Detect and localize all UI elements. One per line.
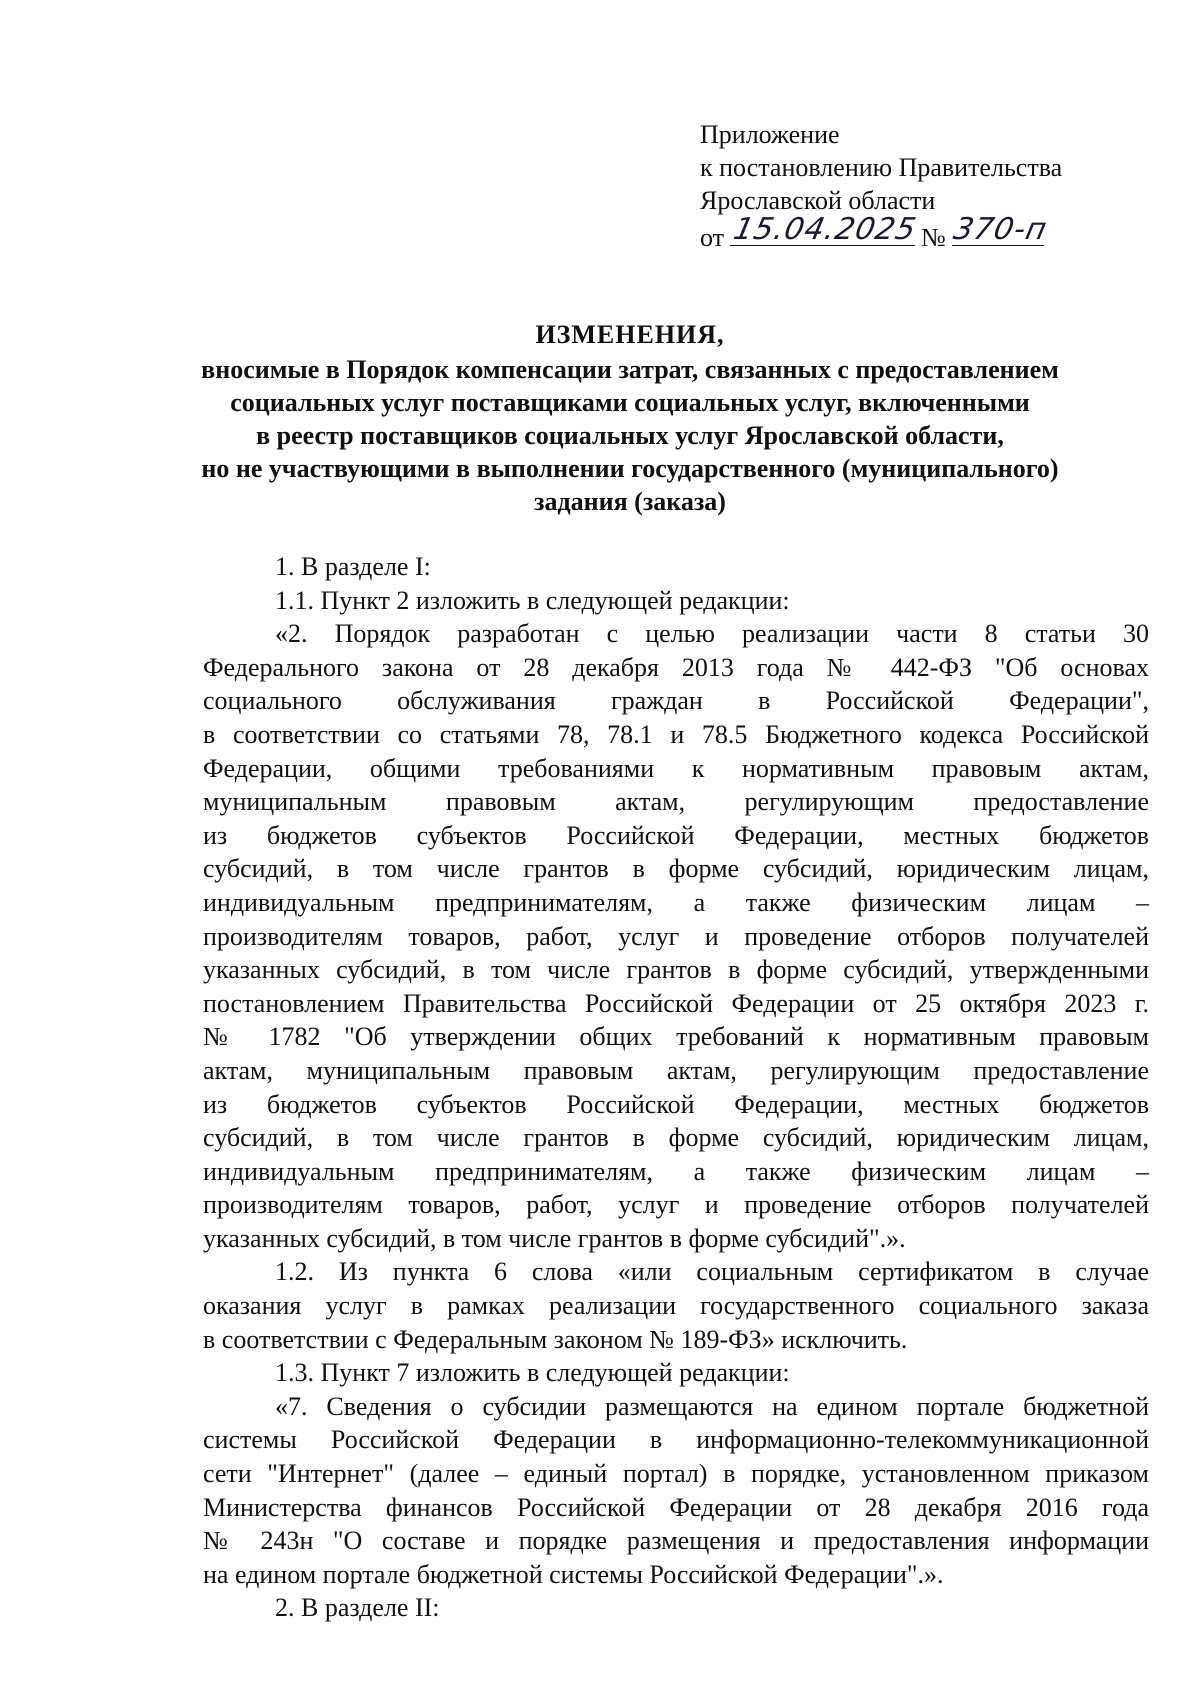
paragraph-line: социального обслуживания граждан в Российской Федерации", xyxy=(203,686,1149,716)
title-line: вносимые в Порядок компенсации затрат, связанных с предоставлением xyxy=(201,355,1059,384)
paragraph-line: постановлением Правительства Российской Федерации от 25 октября 2023 г. xyxy=(203,988,1149,1018)
paragraph-line: № 1782 "Об утверждении общих требований к нормативным правовым xyxy=(203,1022,1149,1052)
title-line: задания (заказа) xyxy=(534,487,726,516)
item-1-3: 1.3. Пункт 7 изложить в следующей редакции: xyxy=(275,1358,790,1388)
title-heading: ИЗМЕНЕНИЯ, xyxy=(535,320,725,349)
paragraph-line: «7. Сведения о субсидии размещаются на едином портале бюджетной xyxy=(275,1391,1149,1421)
paragraph-line: индивидуальным предпринимателям, а также физическим лицам – xyxy=(203,887,1149,917)
paragraph-line: из бюджетов субъектов Российской Федерации, местных бюджетов xyxy=(203,820,1149,850)
paragraph-point-7 xyxy=(203,1390,1149,1592)
date-field xyxy=(730,212,920,247)
paragraph-line: Министерства финансов Российской Федерации от 28 декабря 2016 года xyxy=(203,1492,1149,1522)
section-2-heading: 2. В разделе II: xyxy=(275,1593,440,1623)
paragraph-line: субсидий, в том числе грантов в форме субсидий, юридическим лицам, xyxy=(203,854,1149,884)
document-body xyxy=(203,550,1149,1625)
paragraph-line: производителям товаров, работ, услуг и проведение отборов получателей xyxy=(203,921,1149,951)
paragraph-item-1-2 xyxy=(203,1255,1149,1356)
title-line: социальных услуг поставщиками социальных услуг, включенными xyxy=(230,388,1030,417)
paragraph-line: из бюджетов субъектов Российской Федерации, местных бюджетов xyxy=(203,1089,1149,1119)
paragraph-line: 1.2. Из пункта 6 слова «или социальным сертификатом в случае xyxy=(275,1257,1149,1287)
paragraph-line: «2. Порядок разработан с целью реализации части 8 статьи 30 xyxy=(275,619,1149,649)
paragraph-line: указанных субсидий, в том числе грантов в форме субсидий".». xyxy=(203,1223,906,1253)
paragraph-line: Федерации, общими требованиями к нормативным правовым актам, xyxy=(203,753,1149,783)
paragraph-line: муниципальным правовым актам, регулирующим предоставление xyxy=(203,787,1149,817)
paragraph-line: актам, муниципальным правовым актам, регулирующим предоставление xyxy=(203,1055,1149,1085)
paragraph-line: Федерального закона от 28 декабря 2013 года № 442-ФЗ "Об основах xyxy=(203,652,1149,682)
paragraph-line: оказания услуг в рамках реализации государственного социального заказа xyxy=(203,1291,1149,1321)
number-field xyxy=(950,212,1051,247)
item-1-1: 1.1. Пункт 2 изложить в следующей редакции: xyxy=(275,585,790,615)
paragraph-line: субсидий, в том числе грантов в форме субсидий, юридическим лицам, xyxy=(203,1123,1149,1153)
paragraph-line: системы Российской Федерации в информационно-телекоммуникационной xyxy=(203,1425,1149,1455)
handwritten-date: 15.04.2025 xyxy=(730,212,920,247)
paragraph-line: на едином портале бюджетной системы Российской Федерации".». xyxy=(203,1559,944,1589)
paragraph-line: сети "Интернет" (далее – единый портал) в порядке, установленном приказом xyxy=(203,1459,1149,1489)
paragraph-line: индивидуальным предпринимателям, а также физическим лицам – xyxy=(203,1156,1149,1186)
paragraph-line: в соответствии со статьями 78, 78.1 и 78.5 Бюджетного кодекса Российской xyxy=(203,719,1149,749)
handwritten-number: 370-п xyxy=(950,212,1051,247)
document-title xyxy=(150,318,1110,518)
paragraph-line: в соответствии с Федеральным законом № 189-ФЗ» исключить. xyxy=(203,1324,908,1354)
paragraph-line: указанных субсидий, в том числе грантов в форме субсидий, утвержденными xyxy=(203,955,1149,985)
title-line: но не участвующими в выполнении государственного (муниципального) xyxy=(201,454,1059,483)
paragraph-point-2 xyxy=(203,617,1149,1255)
section-1-heading: 1. В разделе I: xyxy=(275,552,431,581)
number-prefix: № xyxy=(921,223,946,252)
approval-block xyxy=(700,118,1062,254)
paragraph-line: № 243н "О составе и порядке размещения и предоставления информации xyxy=(203,1526,1149,1556)
approval-line-2: к постановлению Правительства xyxy=(700,153,1063,182)
date-prefix: от xyxy=(700,223,725,252)
paragraph-line: производителям товаров, работ, услуг и проведение отборов получателей xyxy=(203,1190,1149,1220)
approval-line-1: Приложение xyxy=(700,120,840,149)
approval-date-number-line xyxy=(700,212,1051,254)
title-line: в реестр поставщиков социальных услуг Ярославской области, xyxy=(256,421,1004,450)
approval-line-3: Ярославской области xyxy=(700,186,936,215)
